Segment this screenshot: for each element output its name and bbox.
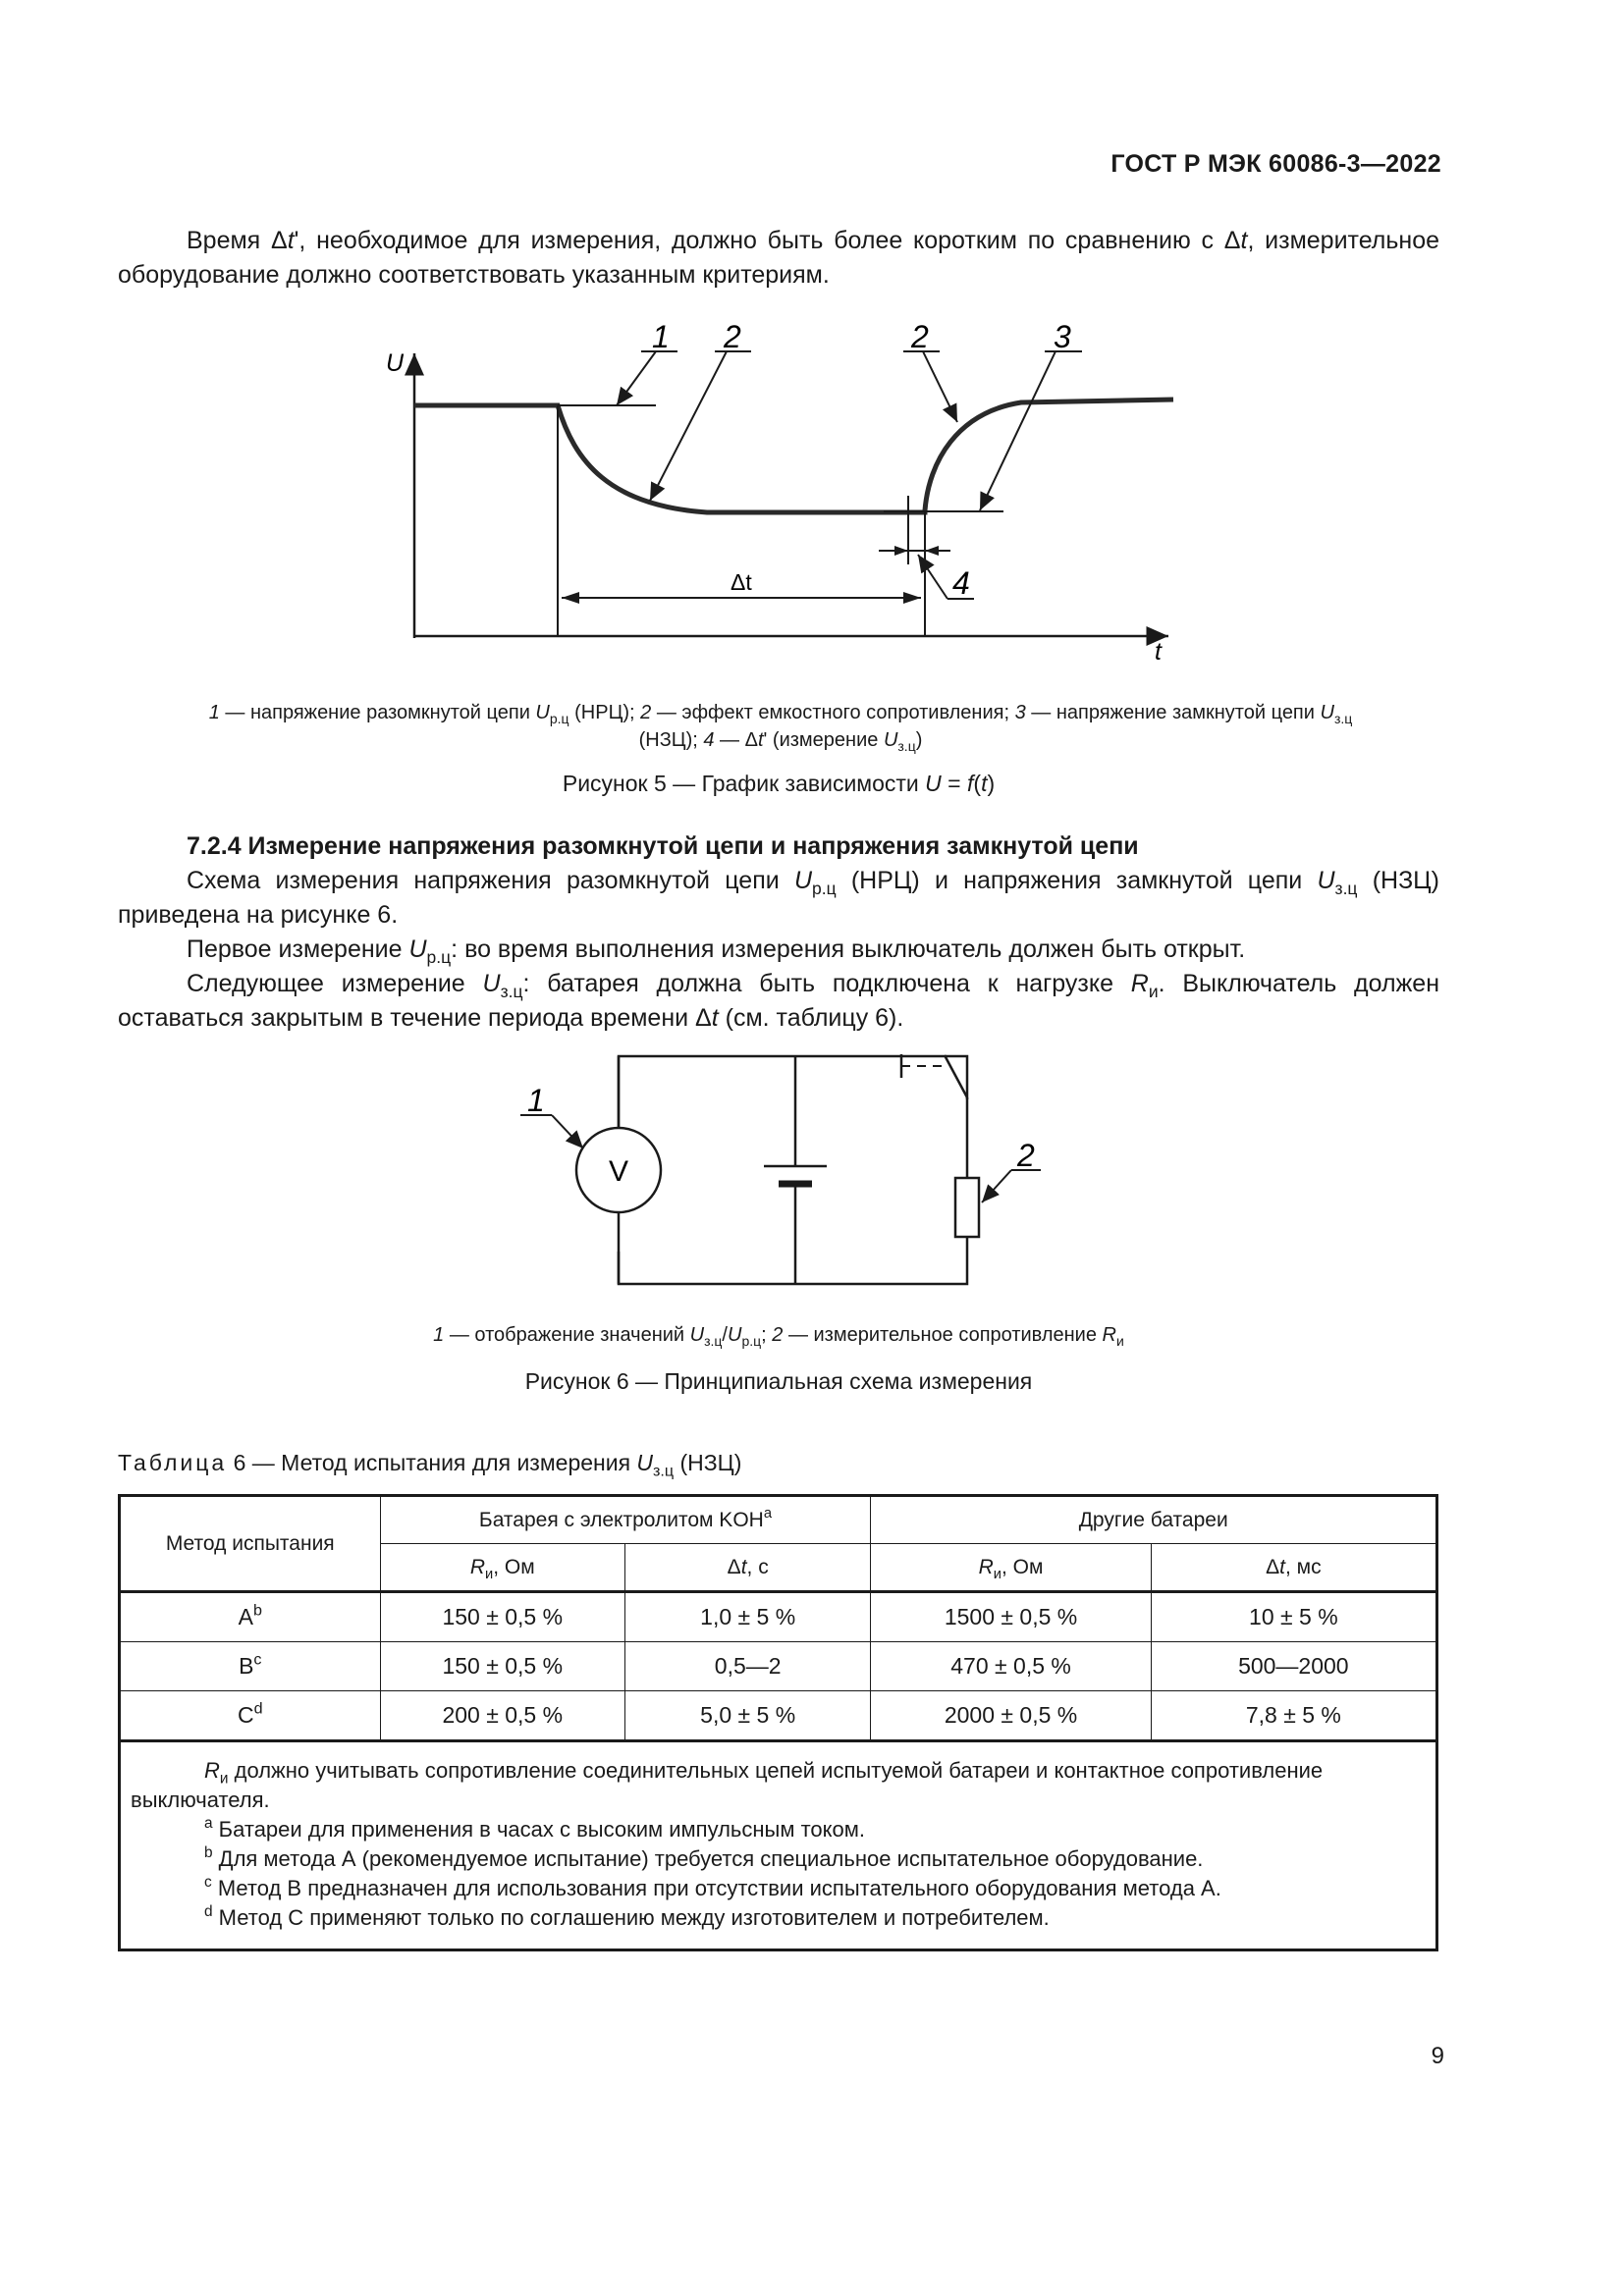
table-caption: Таблица 6 — Метод испытания для измерения $U_{з.ц}$ (НЗЦ): [118, 1450, 742, 1480]
document-id: ГОСТ Р МЭК 60086-3—2022: [1110, 150, 1441, 178]
table-notes: [120, 1741, 1437, 1950]
delta-t-label: Δt: [731, 569, 752, 595]
callout-2b: 2: [911, 319, 929, 354]
footnote-c: $^c$ Метод В предназначен для использования при отсутствии испытательного оборудования метода А.: [204, 1873, 1221, 1900]
table-row: [120, 1592, 1437, 1642]
cell-t1: 5,0 ± 5 %: [624, 1691, 870, 1741]
voltage-curve: [414, 400, 1173, 512]
header-group-other: Другие батареи: [871, 1496, 1437, 1544]
axis-label-u: U: [386, 349, 405, 377]
section-paragraph-1: Схема измерения напряжения разомкнутой цепи $U_{р.ц}$ (НРЦ) и напряжения замкнутой цепи $U_{з.ц}$ (НЗЦ) приведена на рисунке 6.: [118, 867, 1439, 929]
wire-top: [619, 1056, 967, 1168]
figure6-legend: 1 — отображение значений $U_{з.ц}/U_{р.ц}$; 2 — измерительное сопротивление $R_и$: [433, 1324, 1124, 1349]
figure5-caption: Рисунок 5 — График зависимости U = f(t): [562, 771, 996, 796]
cell-t2: 500—2000: [1151, 1642, 1436, 1691]
callout-2a: 2: [724, 319, 741, 354]
cell-r1: 150 ± 0,5 %: [380, 1592, 624, 1642]
callout-1: 1: [652, 319, 670, 354]
section-paragraph-2: Первое измерение $U_{р.ц}$: во время выполнения измерения выключатель должен быть открыт.: [187, 935, 1246, 968]
leader-2b: [923, 351, 957, 422]
figure6-caption: Рисунок 6 — Принципиальная схема измерения: [524, 1368, 1033, 1394]
cell-method: $C^d$: [120, 1691, 381, 1741]
cell-method: $B^c$: [120, 1642, 381, 1691]
resistor: [955, 1178, 979, 1237]
header-r-other: $R_и$, Ом: [871, 1544, 1151, 1592]
header-method: Метод испытания: [120, 1496, 381, 1592]
section-paragraph-3: Следующее измерение $U_{з.ц}$: батарея должна быть подключена к нагрузке $R_и$. Выключатель должен оставаться закрытым в течение периода времени Δt (см. таблицу 6).: [118, 970, 1440, 1032]
footnote-a: $^a$ Батареи для применения в часах с высоким импульсным током.: [204, 1814, 865, 1842]
axis-label-t: t: [1155, 638, 1162, 666]
cell-t1: 0,5—2: [624, 1642, 870, 1691]
leader-2a: [650, 351, 727, 501]
table-row: [120, 1691, 1437, 1741]
page-number: 9: [1431, 2043, 1444, 2069]
cell-r2: 470 ± 0,5 %: [871, 1642, 1151, 1691]
table-row: [120, 1642, 1437, 1691]
switch-blade: [945, 1055, 967, 1097]
cell-r1: 150 ± 0,5 %: [380, 1642, 624, 1691]
note-main: $R_и$ должно учитывать сопротивление соединительных цепей испытуемой батареи и контактное сопротивление выключателя.: [131, 1758, 1324, 1812]
leader-3: [980, 351, 1056, 510]
callout-2: 2: [1017, 1138, 1035, 1173]
leader-voltmeter: [552, 1115, 583, 1148]
header-r-koh: $R_и$, Ом: [380, 1544, 624, 1592]
cell-t1: 1,0 ± 5 %: [624, 1592, 870, 1642]
test-method-table: [118, 1494, 1438, 1951]
section-title: 7.2.4 Измерение напряжения разомкнутой цепи и напряжения замкнутой цепи: [187, 832, 1139, 860]
callout-1: 1: [527, 1083, 545, 1118]
callout-4: 4: [952, 565, 970, 601]
cell-t2: 7,8 ± 5 %: [1151, 1691, 1436, 1741]
cell-method: $A^b$: [120, 1592, 381, 1642]
cell-t2: 10 ± 5 %: [1151, 1592, 1436, 1642]
callout-3: 3: [1054, 319, 1071, 354]
voltmeter-label: V: [608, 1155, 629, 1188]
figure5-graph: [0, 0, 1624, 687]
figure6-circuit: [0, 1041, 1624, 1296]
intro-paragraph: Время Δt', необходимое для измерения, должно быть более коротким по сравнению с Δt, измерительное оборудование должно соответствовать указанным критериям.: [118, 227, 1440, 289]
leader-1: [617, 351, 656, 405]
wire-bottom: [619, 1252, 967, 1284]
leader-4: [918, 555, 947, 599]
figure5-legend: 1 — напряжение разомкнутой цепи $U_{р.ц}$ (НРЦ); 2 — эффект емкостного сопротивления; 3 — напряжение замкнутой цепи $U_{з.ц}$ (НЗЦ); 4 — Δt' (измерение $U_{з.ц}$): [208, 702, 1353, 754]
cell-r2: 2000 ± 0,5 %: [871, 1691, 1151, 1741]
cell-r2: 1500 ± 0,5 %: [871, 1592, 1151, 1642]
header-dt-other: Δt, мс: [1151, 1544, 1436, 1592]
leader-resistor: [982, 1170, 1011, 1202]
footnote-d: $^d$ Метод С применяют только по соглашению между изготовителем и потребителем.: [204, 1902, 1050, 1930]
footnote-b: $^b$ Для метода А (рекомендуемое испытание) требуется специальное испытательное оборудование.: [204, 1843, 1204, 1871]
header-dt-koh: Δt, с: [624, 1544, 870, 1592]
header-group-koh: Батарея с электролитом KOH$^a$: [380, 1496, 871, 1544]
cell-r1: 200 ± 0,5 %: [380, 1691, 624, 1741]
